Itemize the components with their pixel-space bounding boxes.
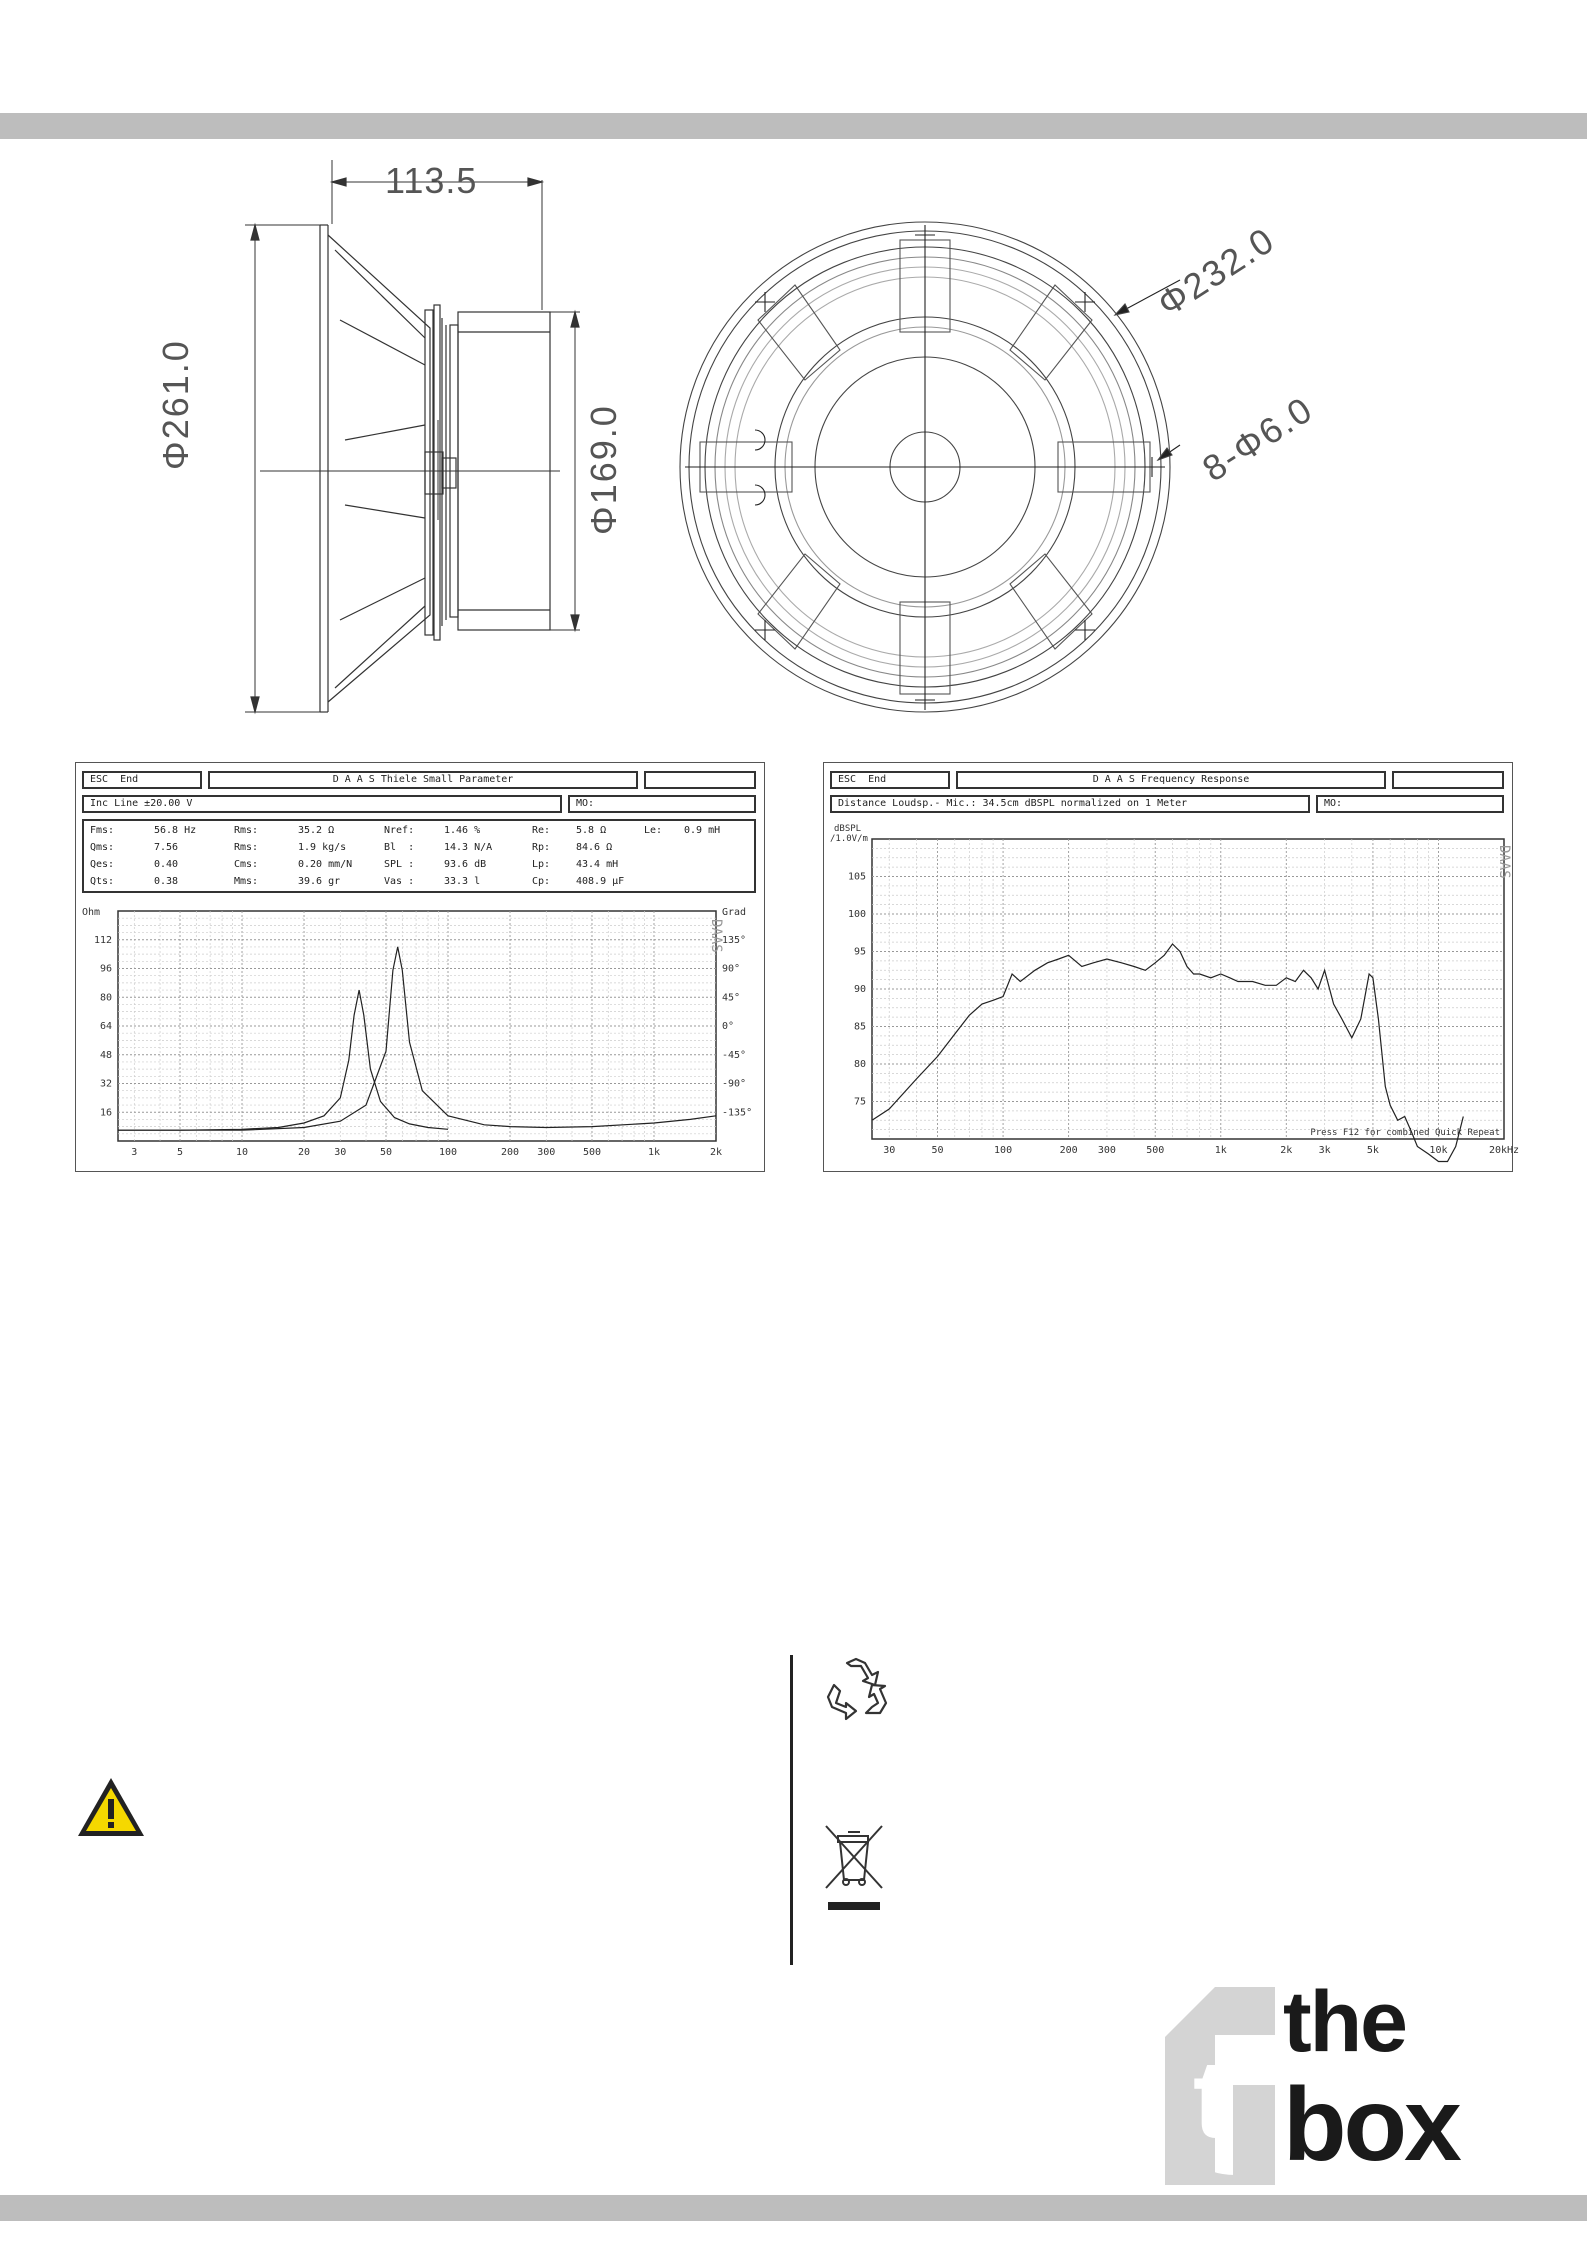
ts-impedance-chart <box>76 897 764 1169</box>
ts-param-cell: 408.9 µF <box>576 876 625 887</box>
bottom-band <box>0 2195 1587 2221</box>
y-tick-label: 90 <box>853 984 866 995</box>
x-tick-label: 5k <box>1366 1145 1379 1156</box>
x-tick-label: 3k <box>1318 1145 1331 1156</box>
y2-tick-label: 45° <box>722 992 741 1004</box>
ts-title: D A A S Thiele Small Parameter <box>332 774 514 785</box>
ts-param-cell: SPL : <box>384 859 415 870</box>
ts-title-box <box>208 771 638 789</box>
fr-screen <box>823 762 1520 1172</box>
ts-param-cell: 39.6 gr <box>298 876 341 887</box>
fr-title-box <box>956 771 1386 789</box>
x-tick-label: 300 <box>1097 1145 1116 1156</box>
logo-box: box <box>1283 2067 1459 2183</box>
mount-holes-dimension: 8-Φ6.0 <box>1195 388 1321 490</box>
y-tick-label: 75 <box>853 1096 866 1108</box>
the-box-logo <box>1165 1974 1515 2185</box>
x-tick-label: 500 <box>1146 1145 1165 1156</box>
x-tick-label: 10k <box>1429 1145 1448 1156</box>
ts-param-cell: Re: <box>532 825 551 836</box>
fr-sub-left: Distance Loudsp.- Mic.: 34.5cm dBSPL normalized on 1 Meter <box>830 795 1310 813</box>
weee-crossed-bin-icon <box>822 1822 886 1914</box>
x-tick-label: 300 <box>537 1147 556 1158</box>
ts-param-cell: Cms: <box>234 859 259 870</box>
x-tick-label: 20 <box>298 1147 311 1158</box>
fr-esc-box[interactable] <box>830 771 950 789</box>
x-tick-label: 30 <box>334 1147 347 1158</box>
y-tick-label: 48 <box>99 1049 112 1061</box>
ts-param-cell: 93.6 dB <box>444 859 487 870</box>
x-tick-label: 50 <box>379 1147 393 1158</box>
x-tick-label: 2k <box>1280 1145 1293 1156</box>
ts-param-cell: 1.46 % <box>444 825 481 836</box>
ts-param-cell: Fms: <box>90 825 115 836</box>
ts-sub-left: Inc Line ±20.00 V <box>82 795 562 813</box>
x-tick-label: 100 <box>438 1147 458 1158</box>
y2-tick-label: -45° <box>722 1049 747 1061</box>
ts-param-cell: 33.3 l <box>444 876 481 887</box>
y-tick-label: 16 <box>99 1107 112 1119</box>
ts-param-cell: Lp: <box>532 859 551 870</box>
y-tick-label: 105 <box>847 871 866 883</box>
depth-dimension: 113.5 <box>385 160 478 201</box>
x-tick-label: 500 <box>582 1147 602 1158</box>
recycle-icon <box>820 1655 892 1723</box>
y-tick-label: 100 <box>847 909 866 920</box>
ts-param-cell: 0.9 mH <box>684 825 721 836</box>
fr-esc-label: ESC <box>838 774 857 785</box>
ts-param-cell: Cp: <box>532 876 551 887</box>
ts-param-cell: Mms: <box>234 876 259 887</box>
ts-param-cell: Qms: <box>90 842 115 853</box>
ts-param-cell: 7.56 <box>154 842 179 853</box>
y-tick-label: 64 <box>99 1021 112 1032</box>
ts-param-cell: Rms: <box>234 825 259 836</box>
y-tick-label: 85 <box>853 1021 866 1033</box>
top-band <box>0 113 1587 139</box>
ts-esc-box[interactable] <box>82 771 202 789</box>
ts-param-cell: Rms: <box>234 842 259 853</box>
y2-tick-label: -135° <box>722 1107 753 1119</box>
ts-params-table <box>82 819 756 893</box>
y-axis-unit-line1: dBSPL <box>834 824 862 834</box>
y-tick-label: 80 <box>853 1059 866 1070</box>
x-tick-label: 200 <box>500 1147 520 1158</box>
speaker-side-view-drawing <box>220 160 580 730</box>
x-tick-label: 2k <box>709 1147 723 1158</box>
ts-param-cell: 56.8 Hz <box>154 825 197 836</box>
y-axis-unit: Ohm <box>82 907 101 918</box>
ts-param-cell: 5.8 Ω <box>576 825 607 836</box>
ts-param-cell: 0.20 mm/N <box>298 859 353 870</box>
y2-axis-unit: Grad <box>722 907 747 918</box>
x-tick-label: 1k <box>1214 1145 1227 1156</box>
ts-param-cell: 35.2 Ω <box>298 825 335 836</box>
magnet-diameter-dimension: Φ169.0 <box>583 404 624 535</box>
fr-title: D A A S Frequency Response <box>1092 774 1250 785</box>
ts-param-cell: 84.6 Ω <box>576 842 613 853</box>
ts-param-cell: Qes: <box>90 859 115 870</box>
y-tick-label: 112 <box>93 934 112 946</box>
ts-param-cell: 43.4 mH <box>576 859 619 870</box>
y-tick-label: 96 <box>99 963 112 975</box>
bolt-circle-dimension: Φ232.0 <box>1150 218 1283 325</box>
logo-mark-letter: t <box>1193 2038 1230 2161</box>
ts-param-cell: Le: <box>644 825 663 836</box>
fr-response-chart <box>824 819 1520 1169</box>
x-tick-label: 1k <box>647 1147 661 1158</box>
ts-param-cell: 14.3 N/A <box>444 842 493 853</box>
x-tick-label: 50 <box>931 1145 944 1156</box>
x-tick-label: 10 <box>235 1147 249 1158</box>
y2-tick-label: -90° <box>722 1078 747 1090</box>
y2-tick-label: 90° <box>722 963 741 975</box>
x-tick-label: 5 <box>176 1147 184 1158</box>
ts-param-cell: Vas : <box>384 876 415 887</box>
ts-esc-label: ESC <box>90 774 109 785</box>
fr-end-label: End <box>868 774 887 785</box>
ts-brand-watermark: DAAS <box>708 919 724 953</box>
y-tick-label: 32 <box>99 1078 112 1090</box>
x-tick-label: 100 <box>994 1145 1013 1156</box>
ts-sub-right: MO: <box>568 795 756 813</box>
fr-brand-watermark: DAAS <box>1496 845 1512 879</box>
ts-param-cell: 1.9 kg/s <box>298 842 347 853</box>
ts-param-cell: Nref: <box>384 825 415 836</box>
y-axis-unit-line2: /1.0V/m <box>830 834 868 844</box>
logo-the: the <box>1283 1974 1406 2070</box>
ts-param-cell: Qts: <box>90 876 115 887</box>
ts-param-cell: 0.38 <box>154 876 179 887</box>
ts-param-cell: Rp: <box>532 842 551 853</box>
column-divider <box>790 1655 793 1965</box>
fr-blank-box <box>1392 771 1504 789</box>
y2-tick-label: 135° <box>722 934 747 946</box>
ts-blank-box <box>644 771 756 789</box>
y-tick-label: 80 <box>99 992 112 1004</box>
x-tick-label: 3 <box>131 1147 138 1158</box>
x-tick-label: 30 <box>883 1145 896 1156</box>
ts-end-label: End <box>120 774 139 785</box>
warning-triangle-icon <box>75 1775 147 1839</box>
ts-param-cell: Bl : <box>384 842 415 853</box>
y-tick-label: 95 <box>853 946 866 958</box>
y2-tick-label: 0° <box>722 1021 735 1032</box>
ts-parameter-screen <box>75 762 765 1172</box>
speaker-front-view-drawing <box>670 210 1170 730</box>
x-tick-label: 20kHz <box>1488 1145 1520 1156</box>
fr-footer-hint: Press F12 for combined Quick Repeat <box>1310 1128 1500 1138</box>
ts-param-cell: 0.40 <box>154 859 179 870</box>
fr-sub-right: MO: <box>1316 795 1504 813</box>
x-tick-label: 200 <box>1059 1145 1078 1156</box>
outer-diameter-dimension: Φ261.0 <box>155 339 196 470</box>
